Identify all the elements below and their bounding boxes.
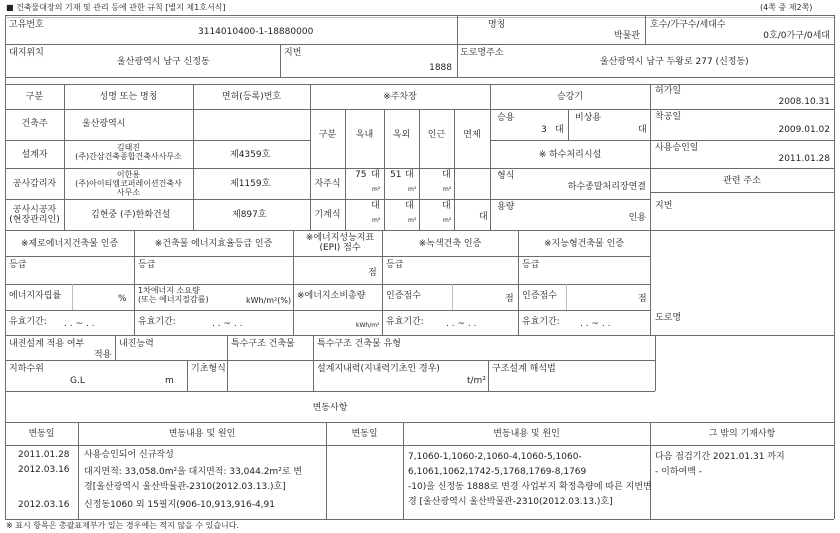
parking-title: ※주차장 [383, 92, 417, 102]
supervisor-license: 제1159호 [230, 179, 271, 189]
contractor-kind: 공사시공자 (현장관리인) [9, 205, 60, 225]
parking-unit-area: m² [443, 186, 452, 193]
lot-value: 1888 [429, 63, 452, 73]
parking-mech-label: 기계식 [314, 210, 341, 220]
parking-header-kind: 구분 [318, 130, 337, 140]
parking-unit: 대 [442, 170, 451, 180]
epi-point-unit: 점 [368, 268, 377, 278]
parking-unit-area: m² [408, 217, 417, 224]
owner-name: 울산광역시 [82, 119, 126, 129]
parking-unit: 대 [442, 201, 451, 211]
changes-title: 변동사항 [312, 403, 348, 413]
change-date: 2012.03.16 [18, 465, 70, 475]
people-header-name: 성명 또는 명칭 [99, 92, 158, 102]
parking-unit: 대 [405, 170, 414, 180]
changes-header-other: 그 밖의 기재사항 [708, 429, 776, 439]
parking-header-outdoor: 옥외 [392, 130, 411, 140]
name-label: 명칭 [488, 20, 506, 30]
efficiency-validity-dots: . . ~ . . [212, 319, 243, 329]
site-label: 대지위치 [9, 48, 44, 58]
unique-no-value: 3114010400-1-18880000 [198, 27, 314, 37]
green-score-label: 인증점수 [386, 291, 421, 301]
change-text: 사용승인되어 신규작성 [84, 450, 174, 460]
parking-header-indoor: 옥내 [355, 130, 374, 140]
green-grade-label: 등급 [386, 260, 404, 270]
smart-score-label: 인증점수 [522, 291, 557, 301]
parking-header-exempt: 면제 [463, 130, 481, 140]
parking-unit: 대 [479, 212, 488, 222]
parking-unit-area: m² [372, 217, 381, 224]
changes-header-content: 변동내용 및 원인 [168, 429, 236, 439]
approve-label: 사용승인일 [655, 143, 699, 153]
green-validity-dots: . . ~ . . [446, 319, 477, 329]
parking-unit: 대 [371, 170, 380, 180]
related-lot-label: 지번 [655, 201, 673, 211]
zero-validity-label: 유효기간: [9, 317, 47, 327]
contractor-license: 제897호 [232, 210, 267, 220]
name-value: 박물관 [613, 31, 640, 41]
change-text: 대지면적: 33,058.0m²을 대지면적: 33,044.2m²로 변 경[울산광역시 울산박물관-2310(2012.03.13.)호] [84, 467, 303, 492]
units-label: 호수/가구수/세대수 [650, 20, 726, 30]
smart-validity-label: 유효기간: [522, 317, 560, 327]
groundwater-label: 지하수위 [9, 364, 44, 374]
owner-kind: 건축주 [21, 119, 48, 129]
road-value: 울산광역시 남구 두왕로 277 (신정동) [600, 57, 749, 67]
road-label: 도로명주소 [460, 48, 504, 58]
lot-label: 지번 [284, 48, 302, 58]
special-structure-label: 특수구조 건축물 [231, 339, 295, 349]
elevator-passenger-label: 승용 [497, 113, 515, 123]
contractor-name: 김현중 (주)한화건설 [91, 210, 171, 220]
green-title: ※녹색건축 인증 [418, 239, 482, 249]
self-rate-unit: % [118, 294, 127, 304]
related-title: 관련 주소 [723, 176, 761, 186]
sewage-type-value: 하수종말처리장연결 [567, 182, 646, 192]
self-rate-label: 에너지자립률 [9, 291, 62, 301]
seismic-capacity-label: 내진능력 [119, 339, 154, 349]
epi-title: ※에너지성능지표(EPI) 점수 [305, 233, 375, 253]
parking-unit: 대 [371, 201, 380, 211]
foundation-label: 기초형식 [191, 364, 226, 374]
other-notes: 다음 점검기간 2021.01.31 까지 - 이하여백 - [655, 452, 785, 477]
change-date: 2012.03.16 [18, 500, 70, 510]
permit-date: 2008.10.31 [778, 97, 830, 107]
elevator-emergency-label: 비상용 [575, 113, 602, 123]
start-date: 2009.01.02 [778, 125, 830, 135]
parking-unit: 대 [405, 201, 414, 211]
people-header-license: 면허(등록)번호 [221, 92, 282, 102]
page-indicator: (4쪽 중 제2쪽) [760, 3, 813, 12]
designer-name: 김태진 (주)간삼건축종합건축사사무소 [75, 143, 182, 161]
elevator-passenger-value: 3 [541, 125, 547, 135]
elevator-unit: 대 [638, 125, 647, 135]
sewage-title: ※ 하수처리시설 [538, 150, 602, 160]
form-title: ■ 건축물대장의 기재 및 관리 등에 관한 규칙 [별지 제1호서식] [6, 3, 226, 12]
parking-self-indoor: 75 [355, 170, 367, 180]
smart-point-unit: 점 [638, 294, 647, 304]
changes-header-date: 변동일 [28, 429, 55, 439]
seismic-label: 내진설계 적용 여부 [9, 339, 85, 349]
primary-energy-unit: kWh/m²(%) [246, 296, 292, 305]
change-date: 2011.01.28 [18, 450, 70, 460]
change-text-continued: 7,1060-1,1060-2,1060-4,1060-5,1060- 6,1061,1062,1742-5,1768,1769-8,1769 -10)을 신정동 1888로 변경 사업부지 확정측량에 따른 지번변 경 [울산광역시 울산박물관-2310(2012.03.13.)호] [408, 452, 652, 507]
change-text: 신정동1060 외 15필지(906-10,913,916-4,91 [84, 500, 275, 510]
sewage-type-label: 형식 [497, 171, 515, 181]
green-point-unit: 점 [505, 294, 514, 304]
elevator-unit: 대 [555, 125, 564, 135]
parking-header-near: 인근 [427, 130, 446, 140]
efficiency-title: ※건축물 에너지효율등급 인증 [154, 239, 273, 249]
related-road-label: 도로명 [655, 313, 682, 323]
supervisor-name: 이한용 (주)아이티엠코퍼레이션건축사 사무소 [75, 170, 182, 197]
designer-kind: 설계자 [21, 150, 48, 160]
seismic-value: 적용 [94, 350, 112, 360]
changes-header-date: 변동일 [351, 429, 378, 439]
changes-header-content: 변동내용 및 원인 [493, 429, 560, 439]
supervisor-kind: 공사감리자 [12, 179, 57, 189]
footer-note: ※ 표시 항목은 총괄표제부가 있는 경우에는 적지 않을 수 있습니다. [6, 521, 240, 530]
smart-title: ※지능형건축물 인증 [544, 239, 624, 249]
parking-self-label: 자주식 [314, 179, 341, 189]
bearing-unit: t/m² [467, 376, 486, 386]
parking-self-outdoor: 51 [390, 170, 402, 180]
groundwater-unit: m [165, 376, 174, 386]
smart-grade-label: 등급 [522, 260, 540, 270]
permit-label: 허가일 [655, 86, 682, 96]
bearing-label: 설계지내력(지내력기초인 경우) [317, 364, 440, 374]
groundwater-gl: G.L [70, 376, 85, 386]
primary-energy-label: 1차에너지 소요량 (또는 에너지절감률) [138, 286, 209, 304]
smart-validity-dots: . . ~ . . [580, 319, 611, 329]
elevator-title: 승강기 [556, 92, 584, 102]
consumption-unit: kWh/m² [356, 322, 380, 329]
zero-validity-dots: . . ~ . . [64, 319, 95, 329]
analysis-label: 구조설계 해석법 [492, 364, 556, 374]
start-label: 착공일 [655, 112, 682, 122]
consumption-label: ※에너지소비총량 [297, 291, 366, 301]
people-header-kind: 구분 [25, 92, 44, 102]
efficiency-grade-label: 등급 [138, 260, 156, 270]
designer-license: 제4359호 [230, 150, 271, 160]
zero-energy-title: ※제로에너지건축물 인증 [20, 239, 119, 249]
units-value: 0호/0가구/0세대 [763, 31, 830, 41]
green-validity-label: 유효기간: [386, 317, 424, 327]
efficiency-validity-label: 유효기간: [138, 317, 176, 327]
parking-unit-area: m² [372, 186, 381, 193]
approve-date: 2011.01.28 [778, 154, 830, 164]
unique-no-label: 고유번호 [9, 20, 44, 30]
parking-unit-area: m² [443, 217, 452, 224]
zero-grade-label: 등급 [9, 260, 27, 270]
sewage-capacity-label: 용량 [497, 202, 515, 212]
site-value: 울산광역시 남구 신정동 [117, 57, 210, 67]
parking-unit-area: m² [408, 186, 417, 193]
sewage-capacity-unit: 인용 [628, 213, 646, 223]
special-type-label: 특수구조 건축물 유형 [317, 339, 401, 349]
